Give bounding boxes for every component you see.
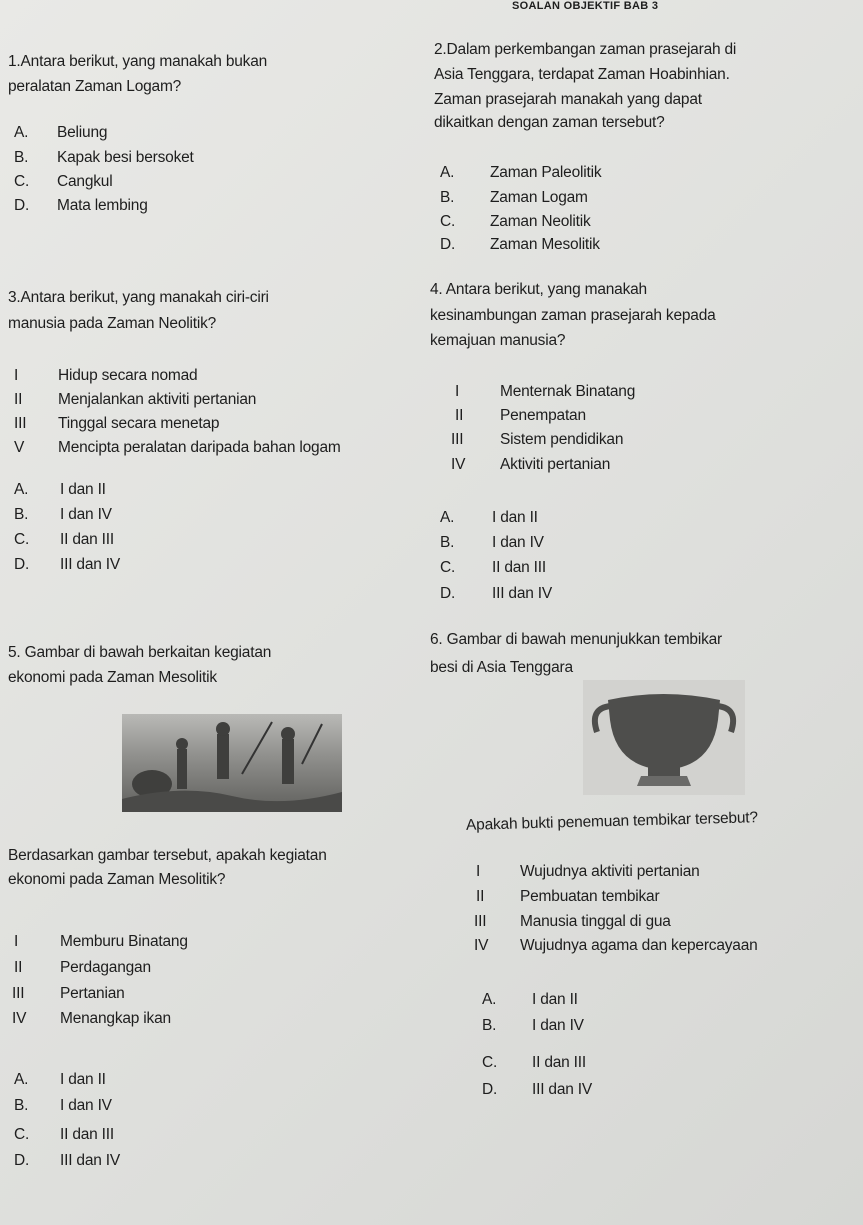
item-label: IV (474, 937, 489, 954)
option-label: C. (482, 1054, 498, 1071)
item-text: Wujudnya aktiviti pertanian (520, 863, 700, 880)
option-label: D. (440, 236, 456, 253)
option-label: B. (482, 1017, 497, 1034)
option-label: A. (14, 1071, 29, 1088)
item-label: II (455, 407, 464, 424)
option-label: C. (14, 531, 30, 548)
option-text: II dan III (60, 1126, 115, 1143)
question-text: 2.Dalam perkembangan zaman prasejarah di (434, 41, 737, 58)
option-text: Beliung (57, 124, 108, 141)
option-text: III dan IV (532, 1081, 593, 1098)
question-text: Apakah bukti penemuan tembikar tersebut? (465, 809, 759, 834)
option-label: C. (14, 1126, 30, 1143)
page-title: SOALAN OBJEKTIF BAB 3 (512, 0, 659, 12)
item-label: I (455, 383, 460, 400)
question-text: besi di Asia Tenggara (430, 659, 573, 676)
option-label: B. (14, 506, 29, 523)
question-text: kesinambungan zaman prasejarah kepada (430, 307, 716, 324)
question-text: 4. Antara berikut, yang manakah (430, 281, 647, 298)
item-label: II (14, 959, 23, 976)
option-text: III dan IV (60, 1152, 121, 1169)
option-label: A. (14, 481, 29, 498)
item-label: III (12, 985, 25, 1002)
question-text: dikaitkan dengan zaman tersebut? (434, 114, 665, 131)
option-label: C. (14, 173, 30, 190)
option-label: D. (14, 1152, 30, 1169)
item-text: Menangkap ikan (60, 1010, 171, 1027)
option-label: B. (440, 534, 455, 551)
item-label: I (476, 863, 481, 880)
item-label: I (14, 933, 19, 950)
option-text: I dan II (60, 1071, 106, 1088)
question-text: 6. Gambar di bawah menunjukkan tembikar (430, 631, 723, 648)
item-label: II (476, 888, 485, 905)
option-label: D. (14, 556, 30, 573)
option-text: III dan IV (492, 585, 553, 602)
option-label: C. (440, 559, 456, 576)
item-text: Menternak Binatang (500, 383, 636, 400)
option-label: B. (440, 189, 455, 206)
item-label: III (14, 415, 27, 432)
mesolithic-hunting-image (122, 714, 342, 812)
option-label: A. (440, 509, 455, 526)
option-text: Zaman Neolitik (490, 213, 591, 230)
item-label: III (451, 431, 464, 448)
item-text: Manusia tinggal di gua (520, 913, 671, 930)
question-text: manusia pada Zaman Neolitik? (8, 315, 217, 332)
option-label: B. (14, 1097, 29, 1114)
question-text: Asia Tenggara, terdapat Zaman Hoabinhian. (434, 66, 730, 83)
option-text: I dan II (492, 509, 538, 526)
question-text: Berdasarkan gambar tersebut, apakah kegiatan (8, 847, 327, 864)
option-text: III dan IV (60, 556, 121, 573)
item-label: II (14, 391, 23, 408)
option-text: II dan III (60, 531, 115, 548)
option-text: Kapak besi bersoket (57, 149, 194, 166)
option-text: Cangkul (57, 173, 113, 190)
item-label: V (14, 439, 25, 456)
item-text: Pertanian (60, 985, 125, 1002)
item-text: Perdagangan (60, 959, 151, 976)
item-label: III (474, 913, 487, 930)
option-text: II dan III (532, 1054, 587, 1071)
item-label: IV (12, 1010, 27, 1027)
option-text: I dan IV (492, 534, 544, 551)
option-text: I dan IV (532, 1017, 584, 1034)
question-text: 3.Antara berikut, yang manakah ciri-ciri (8, 289, 269, 306)
question-text: ekonomi pada Zaman Mesolitik? (8, 871, 226, 888)
option-label: A. (14, 124, 29, 141)
option-label: D. (482, 1081, 498, 1098)
question-text: 5. Gambar di bawah berkaitan kegiatan (8, 644, 272, 661)
option-text: Zaman Paleolitik (490, 164, 602, 181)
item-text: Penempatan (500, 407, 586, 424)
question-text: ekonomi pada Zaman Mesolitik (8, 669, 217, 686)
question-text: 1.Antara berikut, yang manakah bukan (8, 53, 268, 70)
item-text: Hidup secara nomad (58, 367, 198, 384)
item-text: Menjalankan aktiviti pertanian (58, 391, 257, 408)
option-text: Zaman Mesolitik (490, 236, 600, 253)
question-text: Zaman prasejarah manakah yang dapat (434, 91, 702, 108)
option-label: C. (440, 213, 456, 230)
option-text: II dan III (492, 559, 547, 576)
question-text: kemajuan manusia? (430, 332, 566, 349)
item-text: Mencipta peralatan daripada bahan logam (58, 439, 341, 456)
item-text: Sistem pendidikan (500, 431, 624, 448)
option-text: Mata lembing (57, 197, 148, 214)
pottery-vessel-image (583, 680, 745, 795)
item-text: Tinggal secara menetap (58, 415, 220, 432)
question-text: peralatan Zaman Logam? (8, 78, 182, 95)
option-label: A. (440, 164, 455, 181)
option-text: Zaman Logam (490, 189, 588, 206)
item-text: Aktiviti pertanian (500, 456, 611, 473)
item-text: Pembuatan tembikar (520, 888, 660, 905)
option-text: I dan IV (60, 1097, 112, 1114)
option-label: B. (14, 149, 29, 166)
option-label: D. (440, 585, 456, 602)
option-label: D. (14, 197, 30, 214)
option-text: I dan II (60, 481, 106, 498)
item-label: IV (451, 456, 466, 473)
option-text: I dan IV (60, 506, 112, 523)
item-text: Memburu Binatang (60, 933, 188, 950)
item-text: Wujudnya agama dan kepercayaan (520, 937, 758, 954)
option-label: A. (482, 991, 497, 1008)
item-label: I (14, 367, 19, 384)
option-text: I dan II (532, 991, 578, 1008)
